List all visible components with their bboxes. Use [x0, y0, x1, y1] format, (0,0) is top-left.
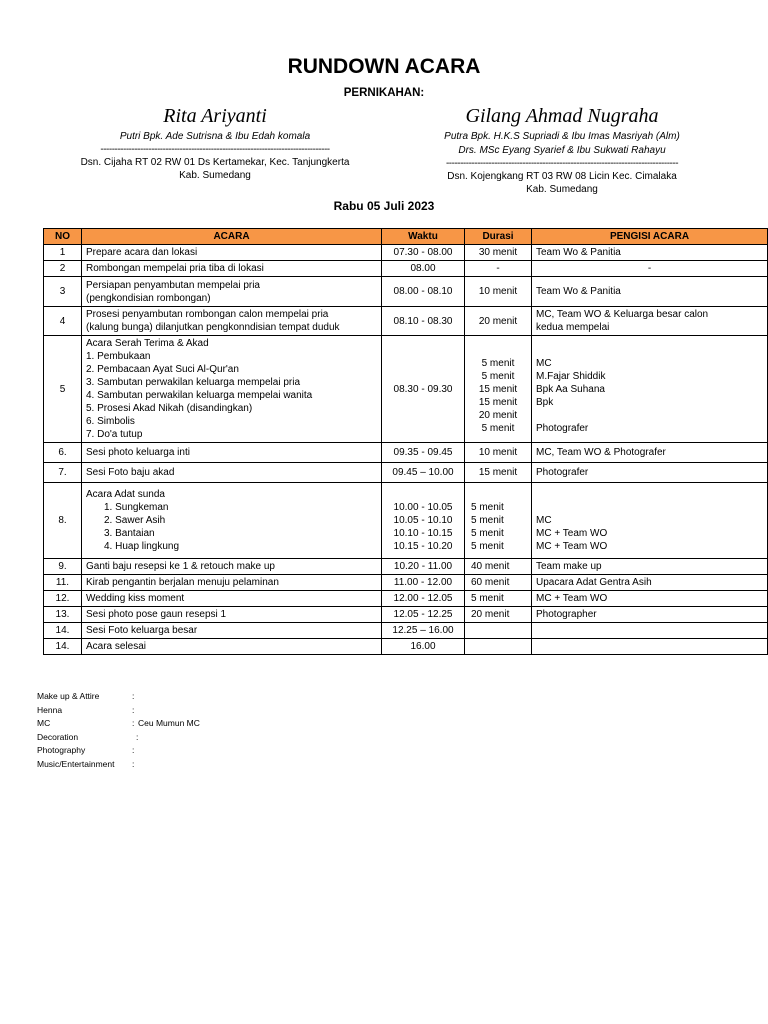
cell-pengisi: MC + Team WO	[532, 591, 768, 607]
waktu-item: 10.05 - 10.10	[393, 515, 453, 526]
vendor-colon: :	[132, 704, 135, 715]
table-row	[44, 559, 768, 575]
acara-item: 3. Sambutan perwakilan keluarga mempelai pria	[86, 377, 301, 388]
vendor-colon: :	[136, 731, 139, 742]
pengisi-item: Bpk	[536, 396, 554, 408]
acara-item: 6. Simbolis	[86, 416, 135, 427]
groom-parents-line1: Putra Bpk. H.K.S Supriadi & Ibu Imas Masriyah (Alm)	[444, 131, 680, 142]
cell-acara: Wedding kiss moment	[82, 591, 382, 607]
vendor-value: Ceu Mumun MC	[138, 718, 200, 728]
groom-address-line1: Dsn. Kojengkang RT 03 RW 08 Licin Kec. Cimalaka	[447, 171, 677, 182]
acara-item: 1. Pembukaan	[86, 351, 151, 362]
acara-item: 4. Huap lingkung	[104, 541, 180, 552]
cell-durasi	[465, 639, 532, 655]
cell-no: 13.	[44, 607, 82, 623]
cell-acara: Acara selesai	[82, 639, 382, 655]
cell-no: 4	[44, 307, 82, 336]
header-durasi: Durasi	[465, 229, 532, 245]
waktu-item: 10.00 - 10.05	[393, 502, 453, 513]
cell-waktu: 09.45 – 10.00	[382, 463, 465, 483]
cell-acara: Kirab pengantin berjalan menuju pelaminan	[82, 575, 382, 591]
cell-acara	[82, 483, 382, 559]
durasi-item: 20 menit	[478, 409, 518, 421]
cell-pengisi: Team Wo & Panitia	[532, 245, 768, 261]
cell-no: 2	[44, 261, 82, 277]
cell-waktu: 16.00	[382, 639, 465, 655]
table-row	[44, 336, 768, 443]
waktu-item: 10.15 - 10.20	[393, 541, 453, 552]
table-row	[44, 245, 768, 261]
cell-durasi: 30 menit	[465, 245, 532, 261]
acara-line: (pengkondisian rombongan)	[86, 292, 211, 304]
vendor-label: Decoration	[37, 731, 79, 742]
acara-item: 5. Prosesi Akad Nikah (disandingkan)	[86, 403, 253, 414]
cell-acara	[82, 336, 382, 443]
vendor-colon: :	[132, 745, 135, 755]
cell-durasi: 15 menit	[465, 463, 532, 483]
pengisi-item: MC + Team WO	[536, 541, 608, 552]
cell-no: 14.	[44, 623, 82, 639]
cell-pengisi	[532, 336, 768, 443]
vendor-label: MC	[37, 718, 51, 728]
cell-durasi	[465, 483, 532, 559]
cell-durasi: 20 menit	[465, 307, 532, 336]
waktu-item: 10.10 - 10.15	[393, 528, 453, 539]
table-row	[44, 463, 768, 483]
cell-pengisi: -	[532, 261, 768, 277]
table-header-row	[44, 229, 768, 245]
cell-waktu: 10.20 - 11.00	[382, 559, 465, 575]
cell-waktu: 11.00 - 12.00	[382, 575, 465, 591]
durasi-item: 5 menit	[481, 357, 515, 369]
cell-durasi	[465, 336, 532, 443]
vendor-row	[37, 758, 200, 772]
acara-item: 2. Sawer Asih	[104, 515, 166, 526]
cell-durasi: 10 menit	[465, 443, 532, 463]
event-date: Rabu 05 Juli 2023	[333, 199, 435, 213]
cell-durasi: 20 menit	[465, 607, 532, 623]
cell-pengisi: Team make up	[532, 559, 768, 575]
cell-acara: Sesi photo keluarga inti	[82, 443, 382, 463]
cell-pengisi: Photografer	[532, 463, 768, 483]
cell-acara: Prepare acara dan lokasi	[82, 245, 382, 261]
header-waktu: Waktu	[382, 229, 465, 245]
cell-acara	[82, 307, 382, 336]
cell-durasi: 10 menit	[465, 277, 532, 307]
vendor-label: Henna	[37, 704, 63, 715]
cell-no: 6.	[44, 443, 82, 463]
durasi-item: 5 menit	[471, 502, 504, 513]
cell-no: 11.	[44, 575, 82, 591]
table-row	[44, 639, 768, 655]
durasi-item: 15 menit	[478, 396, 518, 408]
durasi-item: 5 menit	[481, 422, 515, 434]
bride-parents: Putri Bpk. Ade Sutrisna & Ibu Edah komala	[119, 131, 311, 142]
cell-acara	[82, 277, 382, 307]
cell-durasi: 60 menit	[465, 575, 532, 591]
durasi-item: 5 menit	[471, 541, 504, 552]
cell-acara: Sesi Foto baju akad	[82, 463, 382, 483]
table-row	[44, 443, 768, 463]
vendor-colon: :	[132, 691, 135, 701]
acara-line: (kalung bunga) dilanjutkan pengkonndisian tempat duduk	[86, 322, 340, 333]
cell-pengisi: MC, Team WO & Photografer	[532, 443, 768, 463]
acara-line: Persiapan penyambutan mempelai pria	[86, 279, 260, 291]
cell-waktu: 08.30 - 09.30	[382, 336, 465, 443]
pengisi-item: Photografer	[536, 422, 589, 434]
vendor-row	[37, 731, 200, 745]
vendor-label: Music/Entertainment	[37, 758, 115, 769]
cell-no: 1	[44, 245, 82, 261]
cell-durasi: 40 menit	[465, 559, 532, 575]
header-pengisi: PENGISI ACARA	[532, 229, 768, 245]
bride-divider: ---------------------------------------------------------------------------------	[100, 144, 330, 155]
cell-pengisi: Photographer	[532, 607, 768, 623]
table-row	[44, 261, 768, 277]
bride-name: Rita Ariyanti	[163, 105, 267, 127]
cell-pengisi: Team Wo & Panitia	[532, 277, 768, 307]
vendor-colon: :	[132, 718, 135, 728]
rundown-table	[43, 228, 768, 655]
vendor-label: Make up & Attire	[37, 691, 100, 701]
pengisi-item: MC + Team WO	[536, 528, 608, 539]
cell-no: 5	[44, 336, 82, 443]
table-row	[44, 591, 768, 607]
cell-waktu: 12.05 - 12.25	[382, 607, 465, 623]
acara-line: Prosesi penyambutan rombongan calon mempelai pria	[86, 309, 329, 320]
groom-block	[402, 104, 722, 196]
cell-waktu: 07.30 - 08.00	[382, 245, 465, 261]
acara-item: 4. Sambutan perwakilan keluarga mempelai wanita	[86, 390, 313, 401]
cell-durasi: -	[465, 261, 532, 277]
header-acara: ACARA	[82, 229, 382, 245]
cell-no: 9.	[44, 559, 82, 575]
cell-pengisi	[532, 623, 768, 639]
vendor-colon: :	[132, 758, 135, 769]
table-row	[44, 483, 768, 559]
cell-durasi: 5 menit	[465, 591, 532, 607]
acara-item: 2. Pembacaan Ayat Suci Al-Qur'an	[86, 364, 239, 375]
cell-pengisi	[532, 483, 768, 559]
cell-waktu: 09.35 - 09.45	[382, 443, 465, 463]
groom-name: Gilang Ahmad Nugraha	[465, 105, 659, 127]
durasi-item: 5 menit	[471, 528, 504, 539]
table-row	[44, 607, 768, 623]
cell-pengisi: Upacara Adat Gentra Asih	[532, 575, 768, 591]
cell-pengisi	[532, 639, 768, 655]
vendor-row	[37, 690, 200, 704]
cell-waktu	[382, 483, 465, 559]
vendor-row	[37, 744, 200, 758]
table-row	[44, 277, 768, 307]
acara-title: Acara Adat sunda	[86, 489, 165, 500]
durasi-item: 5 menit	[471, 515, 504, 526]
groom-parents-line2: Drs. MSc Eyang Syarief & Ibu Sukwati Rahayu	[458, 145, 666, 156]
acara-item: 1. Sungkeman	[104, 502, 169, 513]
document-title: RUNDOWN ACARA	[287, 55, 481, 78]
durasi-item: 5 menit	[481, 370, 515, 382]
acara-item: 3. Bantaian	[104, 528, 155, 539]
cell-no: 12.	[44, 591, 82, 607]
bride-block	[60, 104, 370, 182]
table-row	[44, 575, 768, 591]
cell-waktu: 12.00 - 12.05	[382, 591, 465, 607]
pengisi-line: kedua mempelai	[536, 322, 610, 333]
cell-waktu: 12.25 – 16.00	[382, 623, 465, 639]
header-no: NO	[44, 229, 82, 245]
cell-durasi	[465, 623, 532, 639]
cell-no: 7.	[44, 463, 82, 483]
vendor-label: Photography	[37, 745, 86, 755]
cell-waktu: 08.10 - 08.30	[382, 307, 465, 336]
bride-address-line1: Dsn. Cijaha RT 02 RW 01 Ds Kertamekar, Kec. Tanjungkerta	[80, 157, 350, 168]
cell-no: 8.	[44, 483, 82, 559]
pengisi-line: MC, Team WO & Keluarga besar calon	[536, 309, 709, 320]
cell-acara: Ganti baju resepsi ke 1 & retouch make up	[82, 559, 382, 575]
cell-waktu: 08.00	[382, 261, 465, 277]
vendor-row	[37, 704, 200, 718]
table-row	[44, 623, 768, 639]
vendor-list	[37, 690, 200, 771]
pengisi-item: Bpk Aa Suhana	[536, 383, 605, 395]
cell-acara: Sesi photo pose gaun resepsi 1	[82, 607, 382, 623]
pengisi-item: MC	[536, 357, 552, 369]
groom-divider: ----------------------------------------------------------------------------------	[445, 158, 679, 169]
cell-waktu: 08.00 - 08.10	[382, 277, 465, 307]
cell-pengisi	[532, 307, 768, 336]
acara-title: Acara Serah Terima & Akad	[86, 338, 209, 349]
cell-no: 14.	[44, 639, 82, 655]
pengisi-item: MC	[536, 515, 552, 526]
cell-acara: Rombongan mempelai pria tiba di lokasi	[82, 261, 382, 277]
groom-address-line2: Kab. Sumedang	[526, 184, 598, 195]
bride-address-line2: Kab. Sumedang	[179, 170, 251, 181]
cell-no: 3	[44, 277, 82, 307]
durasi-item: 15 menit	[478, 383, 518, 395]
table-row	[44, 307, 768, 336]
cell-acara: Sesi Foto keluarga besar	[82, 623, 382, 639]
document-subtitle: PERNIKAHAN:	[343, 87, 425, 99]
pengisi-item: M.Fajar Shiddik	[536, 370, 606, 382]
vendor-row	[37, 717, 200, 731]
acara-item: 7. Do'a tutup	[86, 429, 143, 440]
